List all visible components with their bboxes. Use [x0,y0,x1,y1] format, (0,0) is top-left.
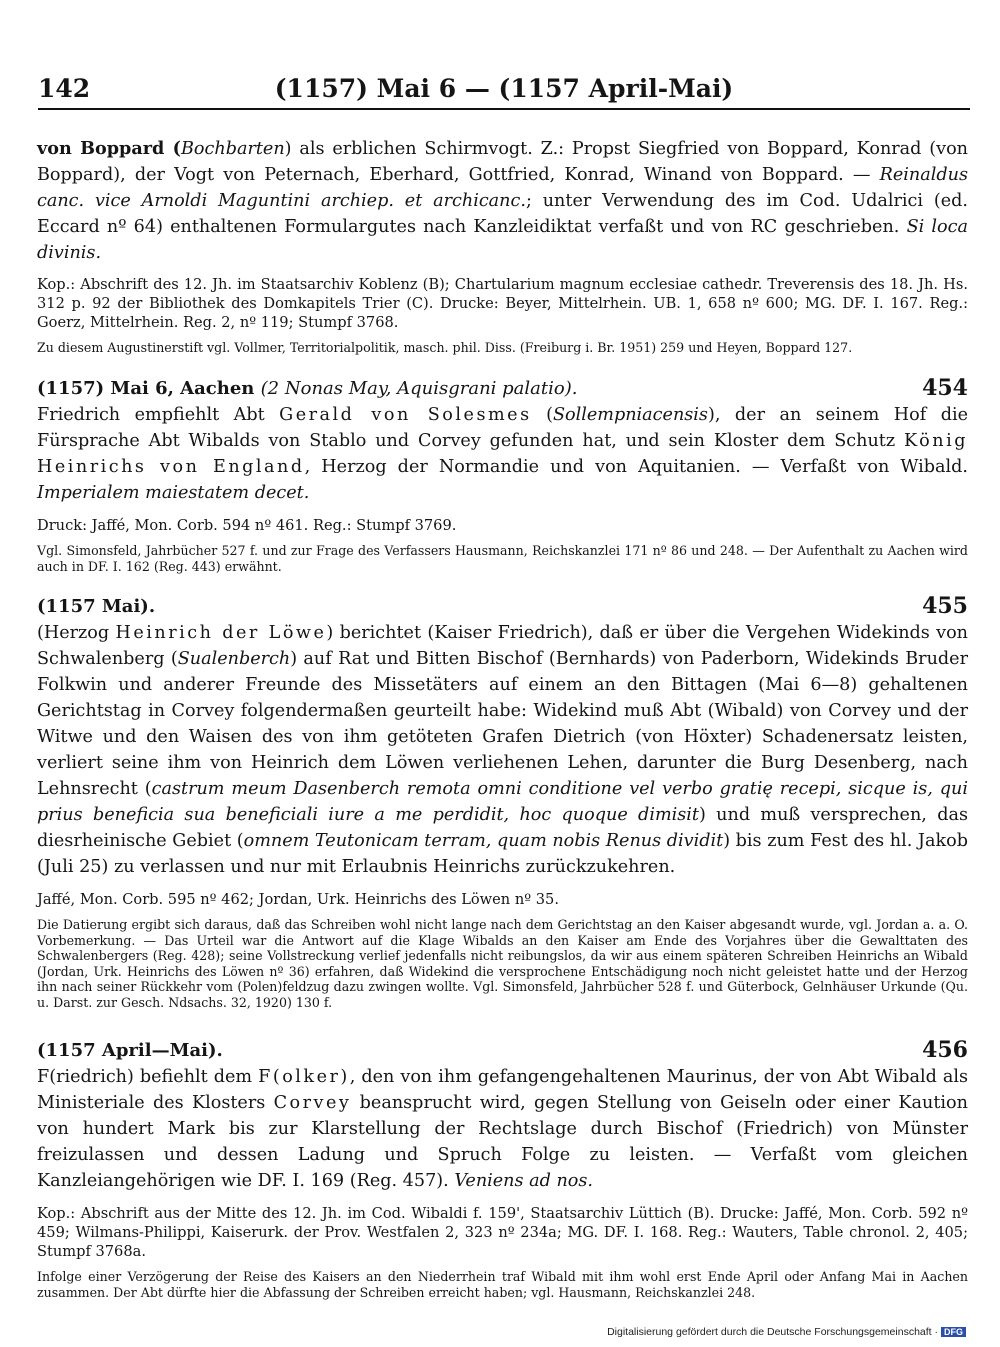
entry-sources: Jaffé, Mon. Corb. 595 nº 462; Jordan, Urk. Heinrichs des Löwen nº 35. [37,891,559,908]
dfg-logo: DFG [941,1327,966,1337]
entry-note: Infolge einer Verzögerung der Reise des Kaisers an den Niederrhein traf Wibald mit ihm wohl erst Ende April oder Anfang Mai in Aachen zusammen. Der Abt dürfte hier die Abfassung der Schreiben erreicht haben; vgl. Hausmann, Reichskanzlei 248. [37,1269,968,1300]
digitization-credit [607,1326,966,1338]
entry-date: (1157) Mai 6, Aachen (2 Nonas May, Aquisgrani palatio). [37,378,578,399]
running-head [38,74,970,110]
entry-text: (Herzog Heinrich der Löwe) berichtet (Kaiser Friedrich), daß er über die Vergehen Widekinds von Schwalenberg (Sualenberch) auf Rat und Bitten Bischof (Bernhards) von Paderborn, Widekinds Bruder Folkwin und anderer Freunde des Missetäters auf einem an den Bittagen (Mai 6—8) gehaltenen Gerichtstag in Corvey folgendermaßen geurteilt habe: Widekind muß Abt (Wibald) von Corvey und der Witwe und den Waisen des von ihm getöteten Grafen Dietrich (von Höxter) Schadenersatz leisten, verliert seine ihm von Heinrich dem Löwen verliehenen Lehen, darunter die Burg Desenberg, nach Lehnsrecht (castrum meum Dasenberch remota omni conditione vel verbo gratię recepi, sicque is, qui prius beneficia sua beneficiali iure a me perdidit, hoc quoque dimisit) und muß versprechen, das diesrheinische Gebiet (omnem Teutonicam terram, quam nobis Renus dividit) bis zum Fest des hl. Jakob (Juli 25) zu verlassen und nur mit Erlaubnis Heinrichs zurückzukehren. [37,623,969,877]
page-title: (1157) Mai 6 — (1157 April-Mai) [274,74,734,103]
regest-entry-456 [37,1038,968,1300]
entry-heading [37,376,968,402]
entry-text: F(riedrich) befiehlt dem F(olker), den von ihm gefangengehaltenen Maurinus, der von Abt Wibald als Ministeriale des Klosters Corvey beansprucht wird, gegen Stellung von Geiseln oder einer Kaution von hundert Mark bis zur Klarstellung der Rechtslage durch Bischof (Friedrich) von Münster freizulassen und dessen Ladung und Spruch Folge zu leisten. — Verfaßt vom gleichen Kanzleiangehörigen wie DF. I. 169 (Reg. 457). Veniens ad nos. [37,1067,969,1191]
entry-text: Friedrich empfiehlt Abt Gerald von Solesmes (Sollempniacensis), der an seinem Hof die Fürsprache Abt Wibalds von Stablo und Corvey gefunden hat, und sein Kloster dem Schutz König Heinrichs von England, Herzog der Normandie und von Aquitanien. — Verfaßt von Wibald. Imperialem maiestatem decet. [37,405,968,503]
entry-sources: Druck: Jaffé, Mon. Corb. 594 nº 461. Reg.: Stumpf 3769. [37,517,457,534]
entry-note: Vgl. Simonsfeld, Jahrbücher 527 f. und zur Frage des Verfassers Hausmann, Reichskanzlei 171 nº 86 und 248. — Der Aufenthalt zu Aachen wird auch in DF. I. 162 (Reg. 443) erwähnt. [37,543,968,574]
entry-heading [37,594,968,620]
entry-date: (1157 April—Mai). [37,1040,223,1061]
regest-entry-454 [37,376,968,574]
entry-date: (1157 Mai). [37,596,156,617]
page-number: 142 [38,74,91,103]
credit-text: Digitalisierung gefördert durch die Deutsche Forschungsgemeinschaft · [607,1326,938,1338]
entry-note: Die Datierung ergibt sich daraus, daß das Schreiben wohl nicht lange nach dem Gerichtstag an den Kaiser abgesandt wurde, vgl. Jordan a. a. O. Vorbemerkung. — Das Urteil war die Antwort auf die Klage Wibalds an den Kaiser am Ende des Vorjahres über die Gewalttaten des Schwalenbergers (Reg. 428); seine Vollstreckung verlief jedenfalls nicht reibungslos, da wir aus einem späteren Schreiben Heinrichs an Wibald (Jordan, Urk. Heinrichs des Löwen nº 36) erfahren, daß Widekind die versprochene Entschädigung noch nicht geleistet hatte und der Herzog ihn nach seiner Rückkehr vom (Polen)feldzug dazu zwingen wollte. Vgl. Simonsfeld, Jahrbücher 528 f. und Güterbock, Gelnhäuser Urkunde (Qu. u. Darst. zur Gesch. Ndsachs. 32, 1920) 130 f. [37,917,968,1010]
continuation-text: von Boppard (Bochbarten) als erblichen Schirmvogt. Z.: Propst Siegfried von Boppard, Konrad (von Boppard), der Vogt von Peternach, Eberhard, Gottfried, Konrad, Winand von Boppard. — Reinaldus canc. vice Arnoldi Maguntini archiep. et archicanc.; unter Verwendung des im Cod. Udalrici (ed. Eccard nº 64) enthaltenen Formulargutes nach Kanzleidiktat verfaßt und von RC geschrieben. Si loca divinis. [37,138,968,263]
entry-sources: Kop.: Abschrift aus der Mitte des 12. Jh. im Cod. Wibaldi f. 159', Staatsarchiv Lüttich (B). Drucke: Jaffé, Mon. Corb. 592 nº 459; Wilmans-Philippi, Kaiserurk. der Prov. Westfalen 2, 323 nº 234a; MG. DF. I. 168. Reg.: Wauters, Table chronol. 2, 405; Stumpf 3768a. [37,1205,968,1260]
regest-entry-455 [37,594,968,1010]
continuation-block [37,136,968,356]
entry-number: 455 [922,593,968,619]
entry-heading [37,1038,968,1064]
continuation-sources: Kop.: Abschrift des 12. Jh. im Staatsarchiv Koblenz (B); Chartularium magnum ecclesiae cathedr. Treverensis des 18. Jh. Hs. 312 p. 92 der Bibliothek des Domkapitels Trier (C). Drucke: Beyer, Mittelrhein. UB. 1, 658 nº 600; MG. DF. I. 167. Reg.: Goerz, Mittelrhein. Reg. 2, nº 119; Stumpf 3768. [37,276,968,331]
entry-number: 454 [922,375,968,401]
continuation-note: Zu diesem Augustinerstift vgl. Vollmer, Territorialpolitik, masch. phil. Diss. (Freiburg i. Br. 1951) 259 und Heyen, Boppard 127. [37,340,853,355]
entry-number: 456 [922,1037,968,1063]
